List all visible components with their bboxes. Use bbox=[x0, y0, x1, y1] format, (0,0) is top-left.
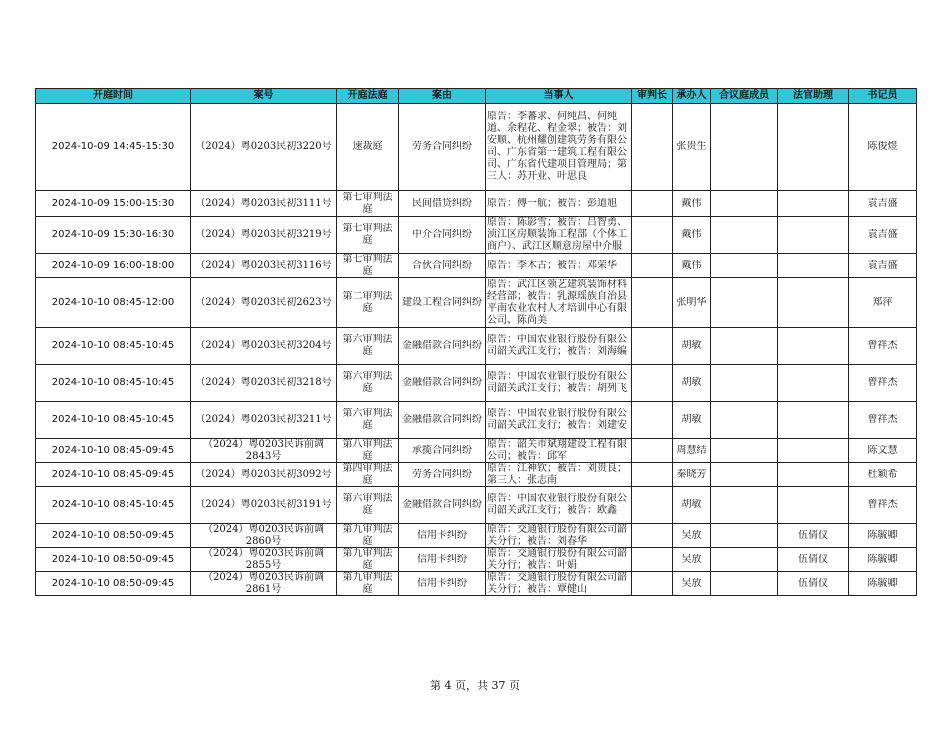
parties-cell bbox=[486, 365, 632, 402]
courtroom-text: 第七审判法庭 bbox=[342, 254, 393, 277]
presiding-judge-cell bbox=[632, 402, 673, 439]
judge-assistant-cell bbox=[778, 402, 849, 439]
cause-cell bbox=[399, 463, 486, 487]
clerk-text: 曾祥杰 bbox=[867, 499, 898, 510]
case-number-cell bbox=[191, 402, 337, 439]
time-cell bbox=[36, 439, 191, 463]
clerk-cell bbox=[849, 487, 917, 524]
time-text: 2024-10-10 08:45-09:45 bbox=[51, 444, 175, 456]
table-body bbox=[36, 104, 917, 596]
courtroom-cell bbox=[337, 402, 399, 439]
courtroom-cell bbox=[337, 278, 399, 328]
case-number-text: （2024）粤0203民初3111号 bbox=[195, 197, 332, 209]
courtroom-cell bbox=[337, 524, 399, 548]
clerk-text: 曾祥杰 bbox=[867, 414, 898, 425]
clerk-text: 杜颖希 bbox=[867, 468, 898, 480]
case-number-text: （2024）粤0203民诉前调2843号 bbox=[203, 439, 324, 462]
clerk-cell bbox=[849, 104, 917, 191]
table-row bbox=[36, 487, 917, 524]
time-text: 2024-10-10 08:50-09:45 bbox=[51, 577, 175, 589]
time-text: 2024-10-09 14:45-15:30 bbox=[51, 141, 175, 152]
courtroom-text: 第六审判法庭 bbox=[342, 408, 393, 431]
cause-text: 合伙合同纠纷 bbox=[412, 259, 472, 271]
time-cell bbox=[36, 217, 191, 254]
judge-assistant-cell bbox=[778, 524, 849, 548]
clerk-text: 陈俊煜 bbox=[867, 141, 898, 152]
panel-members-cell bbox=[711, 402, 778, 439]
time-cell bbox=[36, 572, 191, 596]
presiding-judge-cell bbox=[632, 572, 673, 596]
courtroom-cell bbox=[337, 191, 399, 217]
case-number-cell bbox=[191, 217, 337, 254]
cause-text: 金融借款合同纠纷 bbox=[402, 499, 482, 510]
case-number-cell bbox=[191, 191, 337, 217]
case-number-text: （2024）粤0203民诉前调2855号 bbox=[203, 548, 324, 571]
courtroom-cell bbox=[337, 487, 399, 524]
parties-cell bbox=[486, 217, 632, 254]
panel-members-cell bbox=[711, 365, 778, 402]
page-footer: 第 4 页，共 37 页 bbox=[430, 679, 520, 692]
cause-cell bbox=[399, 191, 486, 217]
handler-text: 胡敏 bbox=[681, 340, 702, 351]
header-panel-members: 合议庭成员 bbox=[711, 89, 778, 104]
presiding-judge-cell bbox=[632, 463, 673, 487]
case-number-cell bbox=[191, 104, 337, 191]
judge-assistant-cell bbox=[778, 365, 849, 402]
time-text: 2024-10-10 08:45-10:45 bbox=[51, 414, 175, 425]
parties-text: 原告：中国农业银行股份有限公司韶关武江支行；被告：刘海编 bbox=[487, 334, 627, 357]
time-cell bbox=[36, 524, 191, 548]
cause-text: 金融借款合同纠纷 bbox=[402, 340, 482, 351]
cause-cell bbox=[399, 278, 486, 328]
courtroom-text: 第九审判法庭 bbox=[342, 524, 393, 547]
parties-cell bbox=[486, 254, 632, 278]
courtroom-text: 第六审判法庭 bbox=[342, 371, 393, 394]
panel-members-cell bbox=[711, 191, 778, 217]
judge-assistant-text: 伍倩仪 bbox=[798, 577, 828, 589]
parties-cell bbox=[486, 524, 632, 548]
panel-members-cell bbox=[711, 572, 778, 596]
time-cell bbox=[36, 548, 191, 572]
parties-cell bbox=[486, 572, 632, 596]
case-number-cell bbox=[191, 487, 337, 524]
header-cause: 案由 bbox=[399, 89, 486, 104]
time-text: 2024-10-10 08:45-09:45 bbox=[51, 468, 175, 480]
courtroom-text: 第九审判法庭 bbox=[342, 548, 393, 571]
handler-text: 胡敏 bbox=[681, 377, 702, 388]
cause-cell bbox=[399, 328, 486, 365]
parties-text: 原告：交通银行股份有限公司韶关分行；被告：刘春华 bbox=[487, 524, 627, 547]
parties-text: 原告：李蕃求、何纯昌、何纯道、余程花、程金翠；被告：刘安顺、杭州耀创建筑劳务有限公司、广东省第一建筑工程有限公司、广东省代建项目管理局；第三人：苏开业、叶思良 bbox=[487, 111, 627, 182]
time-cell bbox=[36, 328, 191, 365]
parties-text: 原告：中国农业银行股份有限公司韶关武江支行；被告：刘建安 bbox=[487, 408, 627, 431]
header-hearing-time: 开庭时间 bbox=[36, 89, 191, 104]
judge-assistant-cell bbox=[778, 328, 849, 365]
time-text: 2024-10-10 08:45-10:45 bbox=[51, 377, 175, 388]
handler-cell bbox=[673, 402, 711, 439]
clerk-cell bbox=[849, 254, 917, 278]
handler-text: 戴伟 bbox=[681, 197, 702, 209]
parties-cell bbox=[486, 328, 632, 365]
case-number-cell bbox=[191, 463, 337, 487]
cause-text: 信用卡纠纷 bbox=[417, 577, 467, 589]
cause-text: 金融借款合同纠纷 bbox=[402, 377, 482, 388]
presiding-judge-cell bbox=[632, 217, 673, 254]
case-number-text: （2024）粤0203民初3211号 bbox=[195, 414, 332, 425]
case-number-text: （2024）粤0203民初2623号 bbox=[195, 296, 332, 308]
parties-cell bbox=[486, 463, 632, 487]
clerk-text: 郑萍 bbox=[872, 296, 893, 308]
courtroom-cell bbox=[337, 104, 399, 191]
case-number-text: （2024）粤0203民初3220号 bbox=[195, 141, 332, 152]
courtroom-cell bbox=[337, 572, 399, 596]
panel-members-cell bbox=[711, 104, 778, 191]
case-number-cell bbox=[191, 278, 337, 328]
parties-text: 原告：交通银行股份有限公司韶关分行；被告：叶娟 bbox=[487, 548, 627, 571]
handler-cell bbox=[673, 278, 711, 328]
presiding-judge-cell bbox=[632, 278, 673, 328]
cause-text: 建设工程合同纠纷 bbox=[402, 296, 482, 308]
table-row bbox=[36, 524, 917, 548]
courtroom-cell bbox=[337, 439, 399, 463]
table-row bbox=[36, 328, 917, 365]
time-cell bbox=[36, 254, 191, 278]
cause-cell bbox=[399, 487, 486, 524]
case-number-text: （2024）粤0203民初3204号 bbox=[195, 340, 332, 351]
panel-members-cell bbox=[711, 328, 778, 365]
cause-text: 民间借贷纠纷 bbox=[412, 197, 472, 209]
case-number-text: （2024）粤0203民诉前调2860号 bbox=[203, 524, 324, 547]
cause-cell bbox=[399, 217, 486, 254]
table-row bbox=[36, 548, 917, 572]
table-row bbox=[36, 104, 917, 191]
panel-members-cell bbox=[711, 524, 778, 548]
handler-text: 戴伟 bbox=[681, 229, 702, 240]
clerk-text: 陈文慧 bbox=[867, 444, 898, 456]
handler-text: 吴放 bbox=[681, 577, 702, 589]
cause-text: 承揽合同纠纷 bbox=[412, 444, 472, 456]
judge-assistant-cell bbox=[778, 217, 849, 254]
clerk-cell bbox=[849, 402, 917, 439]
courtroom-text: 第九审判法庭 bbox=[342, 572, 393, 595]
handler-cell bbox=[673, 217, 711, 254]
header-clerk: 书记员 bbox=[849, 89, 917, 104]
courtroom-text: 第七审判法庭 bbox=[342, 223, 393, 246]
presiding-judge-cell bbox=[632, 548, 673, 572]
clerk-text: 袁吉盛 bbox=[867, 197, 898, 209]
table-row bbox=[36, 191, 917, 217]
time-cell bbox=[36, 104, 191, 191]
clerk-cell bbox=[849, 365, 917, 402]
case-number-text: （2024）粤0203民诉前调2861号 bbox=[203, 572, 324, 595]
judge-assistant-text: 伍倩仪 bbox=[798, 529, 828, 541]
cause-text: 劳务合同纠纷 bbox=[412, 141, 472, 152]
courtroom-text: 第八审判法庭 bbox=[342, 439, 393, 462]
presiding-judge-cell bbox=[632, 487, 673, 524]
handler-text: 吴放 bbox=[681, 529, 702, 541]
parties-cell bbox=[486, 548, 632, 572]
table-row bbox=[36, 365, 917, 402]
clerk-text: 曾祥杰 bbox=[867, 340, 898, 351]
courtroom-text: 第四审判法庭 bbox=[342, 463, 393, 486]
time-text: 2024-10-10 08:45-10:45 bbox=[51, 499, 175, 510]
table-row bbox=[36, 217, 917, 254]
time-cell bbox=[36, 463, 191, 487]
parties-text: 原告：李木古；被告：邓荣华 bbox=[487, 259, 617, 271]
table-row bbox=[36, 439, 917, 463]
time-cell bbox=[36, 487, 191, 524]
handler-text: 张明华 bbox=[676, 296, 707, 308]
judge-assistant-cell bbox=[778, 104, 849, 191]
time-text: 2024-10-09 15:00-15:30 bbox=[51, 197, 175, 209]
panel-members-cell bbox=[711, 439, 778, 463]
handler-cell bbox=[673, 487, 711, 524]
header-case-number: 案号 bbox=[191, 89, 337, 104]
parties-text: 原告：陈影雪；被告：吕智勇、浈江区房顺装饰工程部（个体工商户）、武江区顺意房屋中介服 bbox=[487, 217, 627, 252]
clerk-cell bbox=[849, 572, 917, 596]
cause-text: 信用卡纠纷 bbox=[417, 553, 467, 565]
time-text: 2024-10-09 15:30-16:30 bbox=[51, 229, 175, 240]
cause-cell bbox=[399, 254, 486, 278]
courtroom-text: 第七审判法庭 bbox=[342, 191, 393, 215]
courtroom-cell bbox=[337, 328, 399, 365]
courtroom-text: 速裁庭 bbox=[352, 141, 383, 152]
handler-text: 胡敏 bbox=[681, 414, 702, 425]
handler-cell bbox=[673, 439, 711, 463]
case-number-cell bbox=[191, 328, 337, 365]
case-number-text: （2024）粤0203民初3191号 bbox=[195, 499, 332, 510]
handler-text: 戴伟 bbox=[681, 259, 702, 271]
clerk-cell bbox=[849, 278, 917, 328]
presiding-judge-cell bbox=[632, 328, 673, 365]
handler-cell bbox=[673, 463, 711, 487]
parties-cell bbox=[486, 191, 632, 217]
handler-text: 周慧结 bbox=[676, 444, 707, 456]
clerk-text: 曾祥杰 bbox=[867, 377, 898, 388]
cause-text: 劳务合同纠纷 bbox=[412, 468, 472, 480]
handler-text: 张贵生 bbox=[676, 141, 707, 152]
judge-assistant-cell bbox=[778, 439, 849, 463]
handler-text: 胡敏 bbox=[681, 499, 702, 510]
table-row bbox=[36, 463, 917, 487]
case-number-text: （2024）粤0203民初3116号 bbox=[195, 259, 332, 271]
cause-text: 金融借款合同纠纷 bbox=[402, 414, 482, 425]
clerk-text: 陈毓卿 bbox=[867, 577, 898, 589]
clerk-cell bbox=[849, 191, 917, 217]
case-number-text: （2024）粤0203民初3218号 bbox=[195, 377, 332, 388]
parties-text: 原告：交通银行股份有限公司韶关分行；被告：覃健山 bbox=[487, 572, 627, 595]
table-row bbox=[36, 278, 917, 328]
cause-text: 中介合同纠纷 bbox=[412, 229, 472, 240]
parties-text: 原告：江神钦；被告：刘贵良；第三人：张志南 bbox=[487, 463, 627, 486]
case-number-cell bbox=[191, 439, 337, 463]
cause-cell bbox=[399, 402, 486, 439]
parties-cell bbox=[486, 402, 632, 439]
cause-cell bbox=[399, 524, 486, 548]
presiding-judge-cell bbox=[632, 104, 673, 191]
parties-cell bbox=[486, 439, 632, 463]
presiding-judge-cell bbox=[632, 365, 673, 402]
panel-members-cell bbox=[711, 463, 778, 487]
handler-cell bbox=[673, 254, 711, 278]
cause-text: 信用卡纠纷 bbox=[417, 529, 467, 541]
cause-cell bbox=[399, 439, 486, 463]
time-text: 2024-10-10 08:50-09:45 bbox=[51, 529, 175, 541]
header-parties: 当事人 bbox=[486, 89, 632, 104]
cause-cell bbox=[399, 548, 486, 572]
case-number-text: （2024）粤0203民初3092号 bbox=[195, 468, 332, 480]
table-row bbox=[36, 572, 917, 596]
clerk-cell bbox=[849, 439, 917, 463]
courtroom-cell bbox=[337, 365, 399, 402]
time-cell bbox=[36, 278, 191, 328]
handler-cell bbox=[673, 365, 711, 402]
parties-text: 原告：傅一航；被告：彭道旭 bbox=[487, 197, 617, 209]
handler-cell bbox=[673, 191, 711, 217]
courtroom-text: 第二审判法庭 bbox=[342, 290, 393, 314]
clerk-cell bbox=[849, 217, 917, 254]
parties-cell bbox=[486, 278, 632, 328]
header-courtroom: 开庭法庭 bbox=[337, 89, 399, 104]
courtroom-cell bbox=[337, 548, 399, 572]
judge-assistant-cell bbox=[778, 487, 849, 524]
case-number-cell bbox=[191, 524, 337, 548]
handler-cell bbox=[673, 104, 711, 191]
time-text: 2024-10-10 08:45-12:00 bbox=[51, 296, 175, 308]
judge-assistant-cell bbox=[778, 572, 849, 596]
clerk-cell bbox=[849, 524, 917, 548]
table-row bbox=[36, 402, 917, 439]
header-handler: 承办人 bbox=[673, 89, 711, 104]
clerk-cell bbox=[849, 548, 917, 572]
clerk-text: 袁吉盛 bbox=[867, 229, 898, 240]
handler-cell bbox=[673, 572, 711, 596]
time-cell bbox=[36, 365, 191, 402]
clerk-text: 陈毓卿 bbox=[867, 529, 898, 541]
panel-members-cell bbox=[711, 548, 778, 572]
courtroom-text: 第六审判法庭 bbox=[342, 493, 393, 516]
parties-text: 原告：中国农业银行股份有限公司韶关武江支行；被告：胡列飞 bbox=[487, 371, 627, 394]
handler-cell bbox=[673, 328, 711, 365]
panel-members-cell bbox=[711, 278, 778, 328]
clerk-text: 袁吉盛 bbox=[867, 259, 898, 271]
time-cell bbox=[36, 191, 191, 217]
clerk-text: 陈毓卿 bbox=[867, 553, 898, 565]
judge-assistant-cell bbox=[778, 463, 849, 487]
handler-cell bbox=[673, 524, 711, 548]
hearing-schedule-table bbox=[35, 88, 917, 596]
header-judge-assistant: 法官助理 bbox=[778, 89, 849, 104]
clerk-cell bbox=[849, 328, 917, 365]
presiding-judge-cell bbox=[632, 254, 673, 278]
time-text: 2024-10-10 08:50-09:45 bbox=[51, 553, 175, 565]
table-row bbox=[36, 254, 917, 278]
judge-assistant-cell bbox=[778, 191, 849, 217]
panel-members-cell bbox=[711, 217, 778, 254]
presiding-judge-cell bbox=[632, 439, 673, 463]
presiding-judge-cell bbox=[632, 191, 673, 217]
judge-assistant-cell bbox=[778, 254, 849, 278]
parties-text: 原告：武江区领艺建筑装饰材料经营部；被告：乳源瑶族自治县平南农业农村人才培训中心有限公司、陈尚美 bbox=[487, 278, 627, 326]
parties-text: 原告：韶关市斌翔建设工程有限公司；被告：邱军 bbox=[487, 439, 627, 462]
judge-assistant-cell bbox=[778, 278, 849, 328]
handler-text: 吴放 bbox=[681, 553, 702, 565]
clerk-cell bbox=[849, 463, 917, 487]
courtroom-text: 第六审判法庭 bbox=[342, 334, 393, 357]
case-number-cell bbox=[191, 548, 337, 572]
panel-members-cell bbox=[711, 254, 778, 278]
judge-assistant-text: 伍倩仪 bbox=[798, 553, 828, 565]
case-number-text: （2024）粤0203民初3219号 bbox=[195, 229, 332, 240]
time-cell bbox=[36, 402, 191, 439]
parties-cell bbox=[486, 487, 632, 524]
parties-text: 原告：中国农业银行股份有限公司韶关武江支行；被告：欧鑫 bbox=[487, 493, 627, 516]
time-text: 2024-10-10 08:45-10:45 bbox=[51, 340, 175, 351]
judge-assistant-cell bbox=[778, 548, 849, 572]
panel-members-cell bbox=[711, 487, 778, 524]
cause-cell bbox=[399, 104, 486, 191]
header-presiding-judge: 审判长 bbox=[632, 89, 673, 104]
handler-text: 秦晓芳 bbox=[676, 468, 707, 480]
header-row bbox=[36, 89, 917, 104]
presiding-judge-cell bbox=[632, 524, 673, 548]
cause-cell bbox=[399, 365, 486, 402]
handler-cell bbox=[673, 548, 711, 572]
case-number-cell bbox=[191, 254, 337, 278]
case-number-cell bbox=[191, 572, 337, 596]
courtroom-cell bbox=[337, 463, 399, 487]
courtroom-cell bbox=[337, 217, 399, 254]
courtroom-cell bbox=[337, 254, 399, 278]
cause-cell bbox=[399, 572, 486, 596]
parties-cell bbox=[486, 104, 632, 191]
time-text: 2024-10-09 16:00-18:00 bbox=[51, 259, 175, 271]
case-number-cell bbox=[191, 365, 337, 402]
